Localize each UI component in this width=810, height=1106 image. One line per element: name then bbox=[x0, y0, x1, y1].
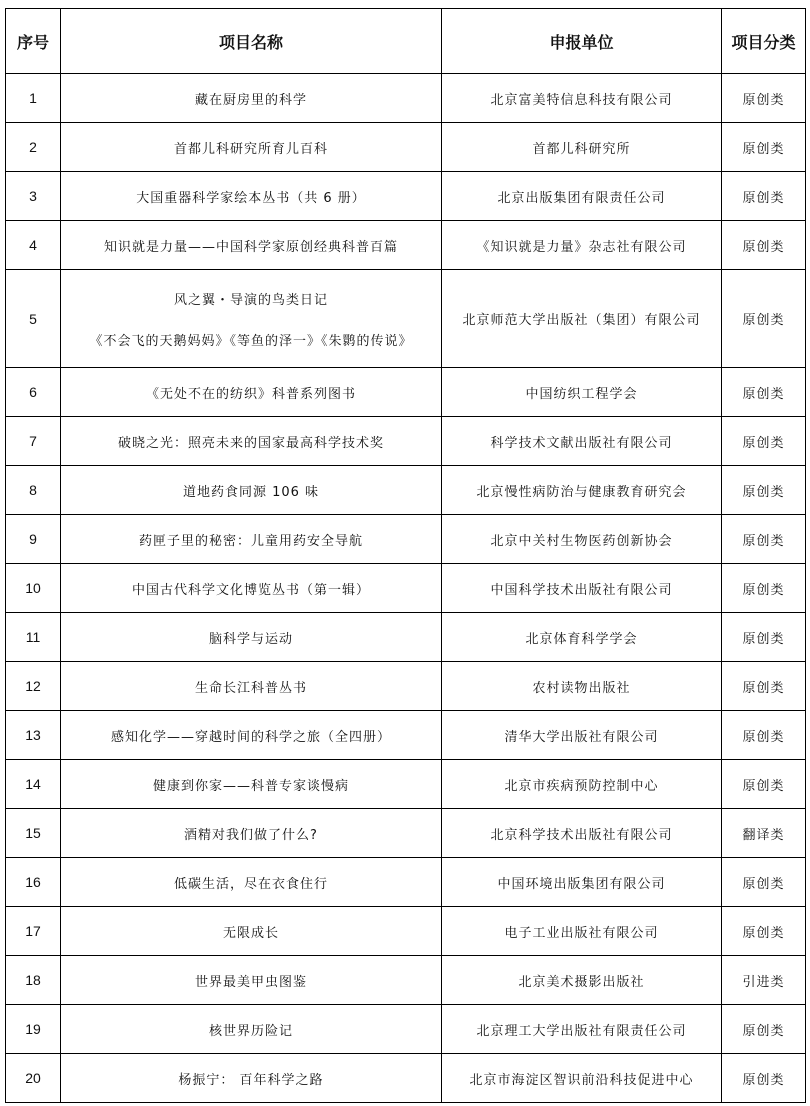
row-name: 知识就是力量——中国科学家原创经典科普百篇 bbox=[61, 221, 442, 270]
row-num: 19 bbox=[6, 1005, 61, 1054]
table-row bbox=[6, 368, 806, 417]
row-category: 原创类 bbox=[722, 711, 806, 760]
row-unit: 中国纺织工程学会 bbox=[442, 368, 722, 417]
row-unit: 电子工业出版社有限公司 bbox=[442, 907, 722, 956]
table-row bbox=[6, 956, 806, 1005]
table-row bbox=[6, 711, 806, 760]
row-category: 原创类 bbox=[722, 858, 806, 907]
row-unit: 北京理工大学出版社有限责任公司 bbox=[442, 1005, 722, 1054]
row-name: 感知化学——穿越时间的科学之旅（全四册） bbox=[61, 711, 442, 760]
row-num: 17 bbox=[6, 907, 61, 956]
row-unit: 《知识就是力量》杂志社有限公司 bbox=[442, 221, 722, 270]
row-category: 原创类 bbox=[722, 466, 806, 515]
row-unit: 中国科学技术出版社有限公司 bbox=[442, 564, 722, 613]
row-name: 脑科学与运动 bbox=[61, 613, 442, 662]
table-row bbox=[6, 221, 806, 270]
row-num: 9 bbox=[6, 515, 61, 564]
row-num: 8 bbox=[6, 466, 61, 515]
row-unit: 北京体育科学学会 bbox=[442, 613, 722, 662]
table-row bbox=[6, 123, 806, 172]
row-num: 7 bbox=[6, 417, 61, 466]
row-name: 无限成长 bbox=[61, 907, 442, 956]
row-name: 核世界历险记 bbox=[61, 1005, 442, 1054]
table-row bbox=[6, 662, 806, 711]
row-category: 原创类 bbox=[722, 515, 806, 564]
header-name: 项目名称 bbox=[61, 9, 442, 74]
table-row bbox=[6, 172, 806, 221]
row-unit: 北京美术摄影出版社 bbox=[442, 956, 722, 1005]
row-num: 4 bbox=[6, 221, 61, 270]
row-category: 原创类 bbox=[722, 221, 806, 270]
row-num: 15 bbox=[6, 809, 61, 858]
row-name: 杨振宁： 百年科学之路 bbox=[61, 1054, 442, 1103]
row-category: 原创类 bbox=[722, 907, 806, 956]
row-num: 6 bbox=[6, 368, 61, 417]
row-num: 1 bbox=[6, 74, 61, 123]
row-unit: 北京出版集团有限责任公司 bbox=[442, 172, 722, 221]
row-name: 酒精对我们做了什么? bbox=[61, 809, 442, 858]
row-unit: 中国环境出版集团有限公司 bbox=[442, 858, 722, 907]
table-row bbox=[6, 1005, 806, 1054]
row-category: 原创类 bbox=[722, 564, 806, 613]
row-category: 原创类 bbox=[722, 74, 806, 123]
table-row bbox=[6, 809, 806, 858]
row-name: 药匣子里的秘密：儿童用药安全导航 bbox=[61, 515, 442, 564]
row-name: 中国古代科学文化博览丛书（第一辑） bbox=[61, 564, 442, 613]
row-num: 3 bbox=[6, 172, 61, 221]
row-name bbox=[61, 270, 442, 368]
row-name: 破晓之光：照亮未来的国家最高科学技术奖 bbox=[61, 417, 442, 466]
row-num: 16 bbox=[6, 858, 61, 907]
row-name: 《无处不在的纺织》科普系列图书 bbox=[61, 368, 442, 417]
table-row bbox=[6, 858, 806, 907]
header-num: 序号 bbox=[6, 9, 61, 74]
table-row bbox=[6, 613, 806, 662]
row-name: 大国重器科学家绘本丛书（共 6 册） bbox=[61, 172, 442, 221]
row-num: 11 bbox=[6, 613, 61, 662]
row-name: 藏在厨房里的科学 bbox=[61, 74, 442, 123]
row-num: 12 bbox=[6, 662, 61, 711]
row-unit: 北京市疾病预防控制中心 bbox=[442, 760, 722, 809]
row-category: 原创类 bbox=[722, 760, 806, 809]
row-category: 原创类 bbox=[722, 662, 806, 711]
table-row bbox=[6, 417, 806, 466]
header-unit: 申报单位 bbox=[442, 9, 722, 74]
row-unit: 北京科学技术出版社有限公司 bbox=[442, 809, 722, 858]
row-unit: 北京富美特信息科技有限公司 bbox=[442, 74, 722, 123]
row-name: 健康到你家——科普专家谈慢病 bbox=[61, 760, 442, 809]
row-unit: 北京师范大学出版社（集团）有限公司 bbox=[442, 270, 722, 368]
table-row bbox=[6, 270, 806, 368]
table-row bbox=[6, 907, 806, 956]
row-unit: 科学技术文献出版社有限公司 bbox=[442, 417, 722, 466]
table-row bbox=[6, 760, 806, 809]
row-category: 原创类 bbox=[722, 270, 806, 368]
table-row bbox=[6, 466, 806, 515]
row-num: 2 bbox=[6, 123, 61, 172]
row-num: 18 bbox=[6, 956, 61, 1005]
row-category: 原创类 bbox=[722, 613, 806, 662]
row-unit: 农村读物出版社 bbox=[442, 662, 722, 711]
row-num: 5 bbox=[6, 270, 61, 368]
row-category: 原创类 bbox=[722, 368, 806, 417]
row-category: 原创类 bbox=[722, 172, 806, 221]
row-name: 世界最美甲虫图鉴 bbox=[61, 956, 442, 1005]
row-name: 首都儿科研究所育儿百科 bbox=[61, 123, 442, 172]
row-category: 引进类 bbox=[722, 956, 806, 1005]
row-unit: 北京慢性病防治与健康教育研究会 bbox=[442, 466, 722, 515]
row-num: 13 bbox=[6, 711, 61, 760]
row-name-line-2: 《不会飞的天鹅妈妈》《等鱼的泽一》《朱鹮的传说》 bbox=[89, 333, 413, 349]
project-table bbox=[5, 8, 806, 1103]
row-name: 生命长江科普丛书 bbox=[61, 662, 442, 711]
header-category: 项目分类 bbox=[722, 9, 806, 74]
row-num: 14 bbox=[6, 760, 61, 809]
row-name: 道地药食同源 106 味 bbox=[61, 466, 442, 515]
row-name-line-1: 风之翼・导演的鸟类日记 bbox=[173, 292, 328, 308]
row-name: 低碳生活，尽在衣食住行 bbox=[61, 858, 442, 907]
row-category: 原创类 bbox=[722, 1005, 806, 1054]
table-row bbox=[6, 74, 806, 123]
row-category: 翻译类 bbox=[722, 809, 806, 858]
row-category: 原创类 bbox=[722, 1054, 806, 1103]
table-row bbox=[6, 515, 806, 564]
table-row bbox=[6, 564, 806, 613]
table-header-row bbox=[6, 9, 806, 74]
row-unit: 北京中关村生物医药创新协会 bbox=[442, 515, 722, 564]
row-unit: 首都儿科研究所 bbox=[442, 123, 722, 172]
row-unit: 清华大学出版社有限公司 bbox=[442, 711, 722, 760]
row-category: 原创类 bbox=[722, 417, 806, 466]
table-row bbox=[6, 1054, 806, 1103]
row-num: 10 bbox=[6, 564, 61, 613]
row-unit: 北京市海淀区智识前沿科技促进中心 bbox=[442, 1054, 722, 1103]
row-category: 原创类 bbox=[722, 123, 806, 172]
row-num: 20 bbox=[6, 1054, 61, 1103]
